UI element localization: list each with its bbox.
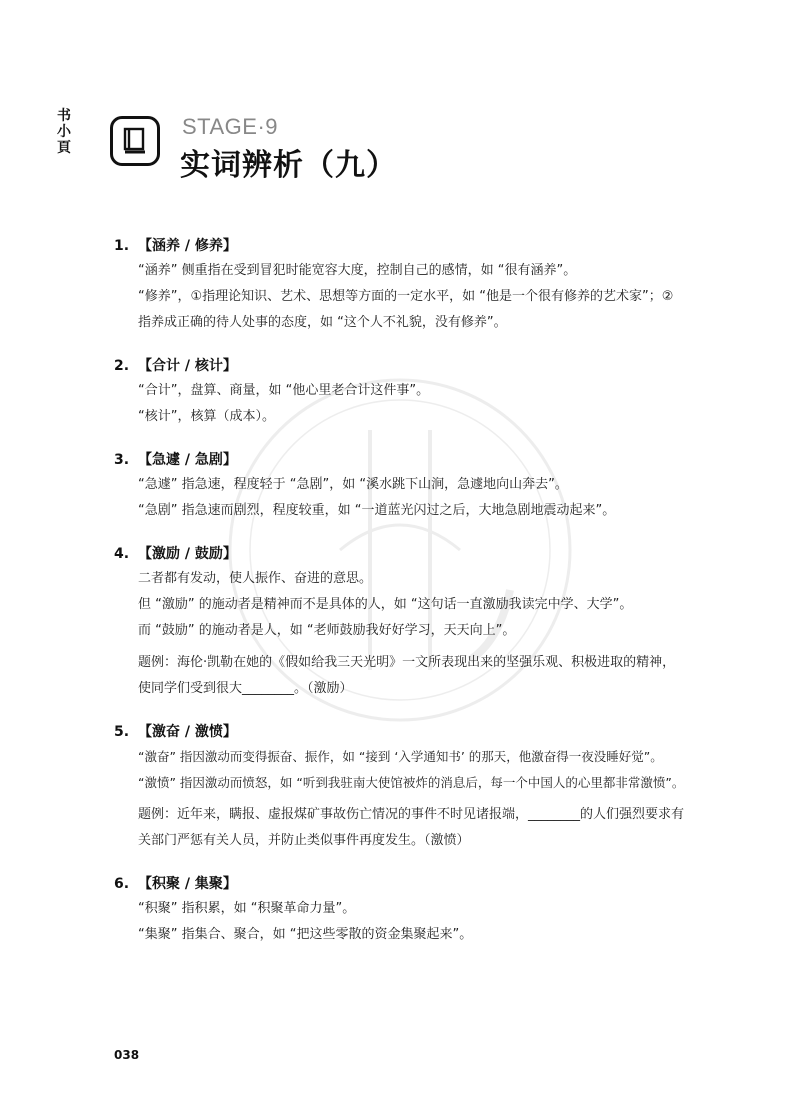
entry-5 xyxy=(114,720,684,854)
example-question: 题例：海伦·凯勒在她的《假如给我三天光明》一文所表现出来的坚强乐观、积极进取的精神，使同学们受到很大________。（激励） xyxy=(138,655,676,696)
entry-line: “核计”，核算（成本）。 xyxy=(138,409,275,424)
logo-char: 小 xyxy=(57,124,71,140)
entry-number: 6. xyxy=(114,876,130,892)
entry-line: “激愤” 指因激动而愤怒，如 “听到我驻南大使馆被炸的消息后，每一个中国人的心里都非常激愤”。 xyxy=(138,775,685,790)
logo-char: 书 xyxy=(57,108,71,124)
page-number: 038 xyxy=(114,1048,140,1062)
entry-number: 3. xyxy=(114,452,130,468)
entry-title: 【激奋 / 激愤】 xyxy=(138,724,237,740)
entry-title: 【急遽 / 急剧】 xyxy=(138,452,237,468)
entry-heading xyxy=(114,872,684,896)
entry-line: “合计”，盘算、商量，如 “他心里老合计这件事”。 xyxy=(138,383,430,398)
example-question: 题例：近年来，瞒报、虚报煤矿事故伤亡情况的事件不时见诸报端，________的人们强烈要求有关部门严惩有关人员，并防止类似事件再度发生。（激愤） xyxy=(138,807,685,848)
entry-heading xyxy=(114,234,684,258)
entry-4 xyxy=(114,542,684,702)
entry-line: “集聚” 指集合、聚合，如 “把这些零散的资金集聚起来”。 xyxy=(138,927,473,942)
entry-line: “急遽” 指急速，程度轻于 “急剧”，如 “溪水跳下山涧，急遽地向山奔去”。 xyxy=(138,477,568,492)
entry-heading xyxy=(114,354,684,378)
entry-2 xyxy=(114,354,684,430)
entry-3 xyxy=(114,448,684,524)
entry-title: 【积聚 / 集聚】 xyxy=(138,876,237,892)
entry-line: 二者都有发动，使人振作、奋进的意思。 xyxy=(138,571,373,586)
entry-number: 2. xyxy=(114,358,130,374)
vertical-logo xyxy=(56,108,72,156)
entry-6 xyxy=(114,872,684,948)
page-title: 实词辨析（九） xyxy=(180,148,397,183)
entry-line: “激奋” 指因激动而变得振奋、振作，如 “接到 ‘入学通知书’ 的那天，他激奋得一夜没睡好觉”。 xyxy=(138,749,663,764)
entry-heading xyxy=(114,720,684,744)
entry-line: 而 “鼓励” 的施动者是人，如 “老师鼓励我好好学习，天天向上”。 xyxy=(138,623,516,638)
entry-line: “积聚” 指积累，如 “积聚革命力量”。 xyxy=(138,901,356,916)
content xyxy=(114,234,684,966)
stage-label: STAGE·9 xyxy=(182,114,279,139)
entry-number: 4. xyxy=(114,546,130,562)
entry-title: 【涵养 / 修养】 xyxy=(138,238,237,254)
entry-line: “修养”，①指理论知识、艺术、思想等方面的一定水平，如 “他是一个很有修养的艺术家”；②指养成正确的待人处事的态度，如 “这个人不礼貌，没有修养”。 xyxy=(138,289,674,330)
entry-line: “急剧” 指急速而剧烈，程度较重，如 “一道蓝光闪过之后，大地急剧地震动起来”。 xyxy=(138,503,616,518)
entry-title: 【合计 / 核计】 xyxy=(138,358,237,374)
entry-heading xyxy=(114,542,684,566)
entry-title: 【激励 / 鼓励】 xyxy=(138,546,237,562)
entry-line: 但 “激励” 的施动者是精神而不是具体的人，如 “这句话一直激励我读完中学、大学”。 xyxy=(138,597,633,612)
logo-char: 頁 xyxy=(57,140,71,156)
entry-heading xyxy=(114,448,684,472)
entry-line: “涵养” 侧重指在受到冒犯时能宽容大度，控制自己的感情，如 “很有涵养”。 xyxy=(138,263,577,278)
book-icon xyxy=(110,116,160,166)
entry-number: 1. xyxy=(114,238,130,254)
entry-number: 5. xyxy=(114,724,130,740)
entry-1 xyxy=(114,234,684,336)
